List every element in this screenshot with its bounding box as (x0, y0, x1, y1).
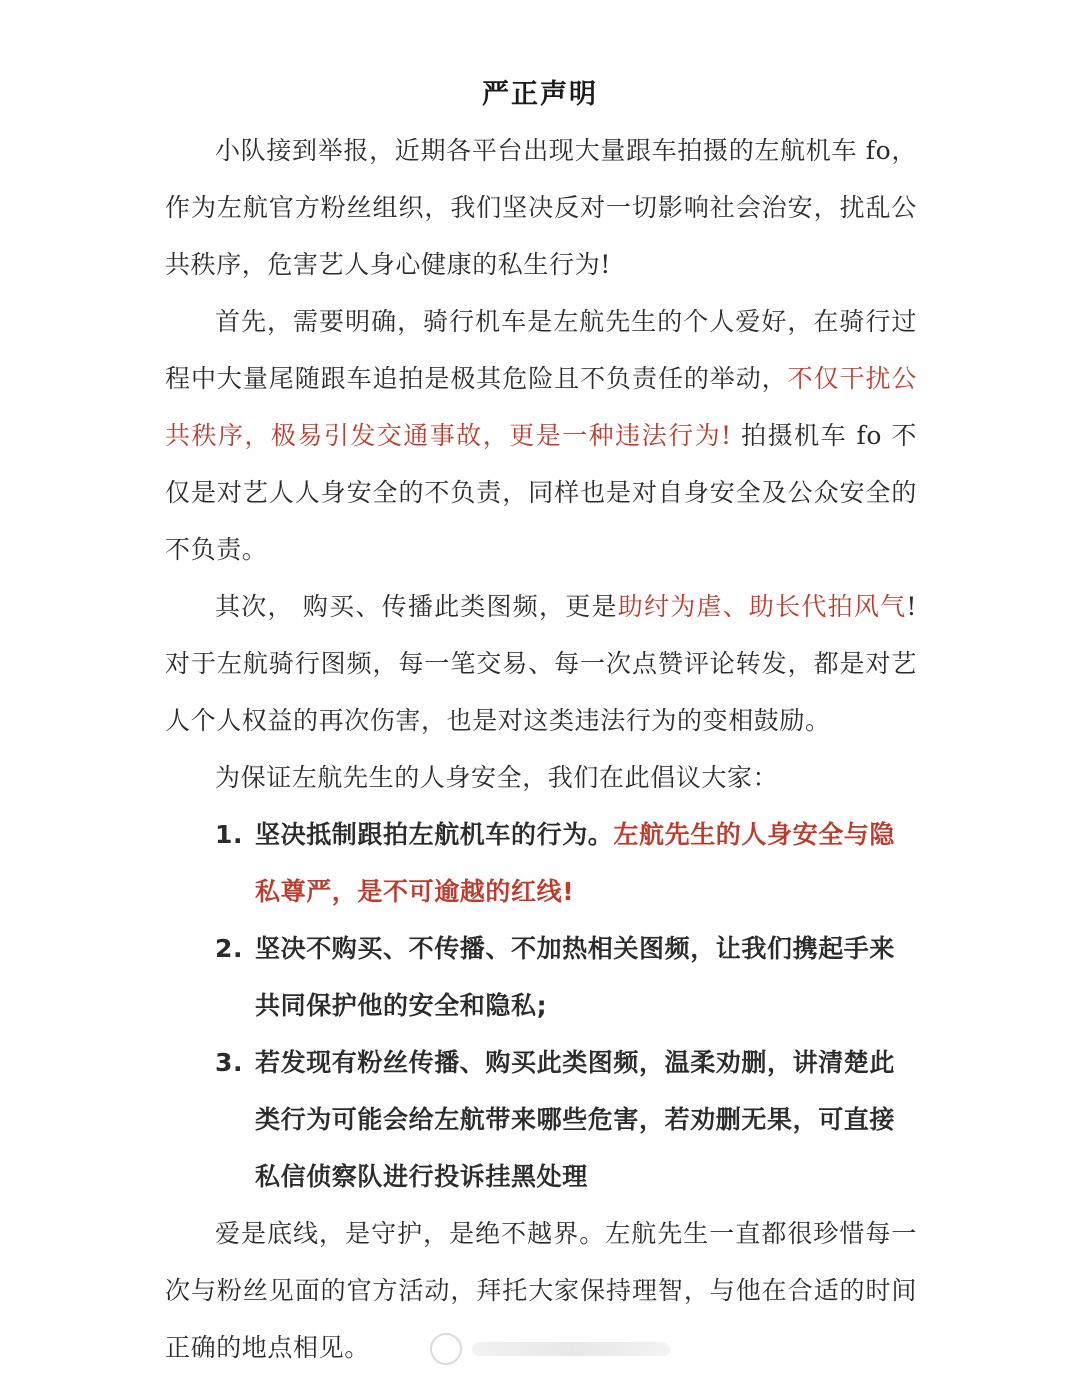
paragraph-appeal-text: 为保证左航先生的人身安全，我们在此倡议大家： (215, 763, 779, 792)
paragraph-second-highlight: 助纣为虐、助长代拍风气 (617, 592, 907, 621)
list-content-3: 若发现有粉丝传播、购买此类图频，温柔劝删，讲清楚此类行为可能会给左航带来哪些危害，若劝删无果，可直接私信侦察队进行投诉挂黑处理 (255, 1048, 896, 1191)
appeal-list-item-3 (165, 1034, 917, 1205)
paragraph-first-text: 首先，需要明确，骑行机车是左航先生的个人爱好，在骑行过程中大量尾随跟车追拍是极其危险且不负责任的举动， (165, 307, 917, 393)
paragraph-second (165, 578, 917, 749)
paragraph-appeal (165, 749, 917, 806)
watermark-logo-icon (430, 1333, 462, 1365)
watermark-bar (472, 1342, 670, 1356)
list-content-1 (255, 806, 917, 920)
paragraph-first (165, 293, 917, 578)
paragraph-second-text: 其次， 购买、传播此类图频，更是 (215, 592, 618, 621)
list-content-1-highlight: 左航先生的人身安全与隐私尊严，是不可逾越的红线! (255, 820, 896, 906)
list-number-1: 1. (215, 820, 244, 849)
list-content-2: 坚决不购买、不传播、不加热相关图频，让我们携起手来共同保护他的安全和隐私; (255, 934, 896, 1020)
appeal-list-item-2 (165, 920, 917, 1034)
paragraph-closing-text: 爱是底线，是守护，是绝不越界。左航先生一直都很珍惜每一次与粉丝见面的官方活动，拜托大家保持理智，与他在合适的时间正确的地点相见。 (165, 1219, 917, 1362)
list-number-3: 3. (215, 1048, 244, 1077)
list-content-1-text: 坚决抵制跟拍左航机车的行为。 (255, 820, 614, 849)
list-number-2: 2. (215, 934, 244, 963)
page-title: 严正声明 (482, 79, 598, 110)
paragraph-first-text-tail: 拍摄机车 fo 不仅是对艺人人身安全的不负责，同样也是对自身安全及公众安全的不负责。 (165, 421, 917, 564)
paragraph-report-text: 小队接到举报，近期各平台出现大量跟车拍摄的左航机车 fo，作为左航官方粉丝组织，我们坚决反对一切影响社会治安，扰乱公共秩序，危害艺人身心健康的私生行为! (165, 136, 917, 279)
watermark (430, 1332, 670, 1366)
appeal-list-item-1 (165, 806, 917, 920)
paragraph-second-text-tail: ! 对于左航骑行图频，每一笔交易、每一次点赞评论转发，都是对艺人个人权益的再次伤害，也是对这类违法行为的变相鼓励。 (165, 592, 917, 735)
statement-body (165, 122, 917, 1376)
paragraph-report (165, 122, 917, 293)
paragraph-first-highlight: 不仅干扰公共秩序，极易引发交通事故，更是一种违法行为! (165, 364, 917, 450)
